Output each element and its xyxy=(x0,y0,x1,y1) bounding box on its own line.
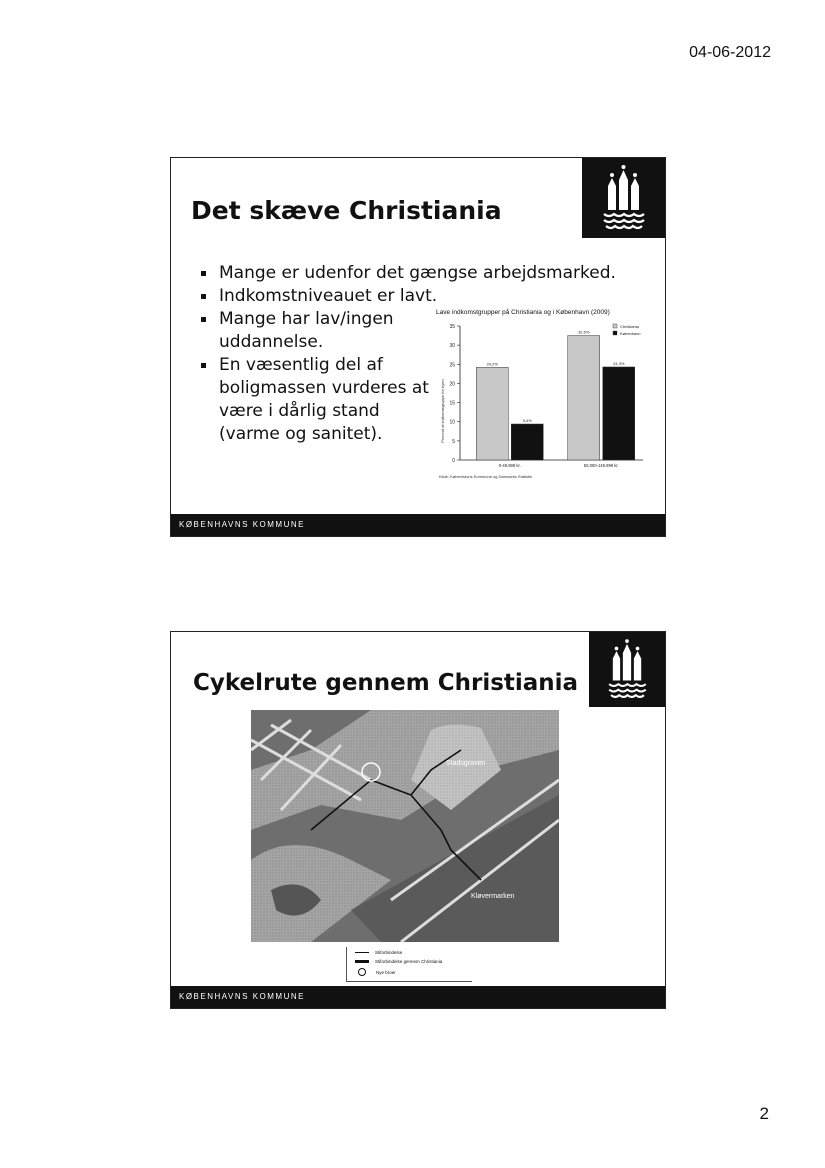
bike-route-map xyxy=(251,710,559,942)
chart-y-tick-label: 0 xyxy=(452,458,455,464)
bullet-item: Indkomstniveauet er lavt. xyxy=(199,285,479,308)
legend-line-thick xyxy=(355,960,369,963)
chart-y-tick-label: 5 xyxy=(452,438,455,445)
bullet-item: Mange har lav/ingen uddannelse. xyxy=(199,308,434,354)
slide-title: Cykelrute gennem Christiania xyxy=(193,670,579,696)
chart-bar xyxy=(568,336,600,460)
page-date: 04-06-2012 xyxy=(689,44,771,61)
slide-title: Det skæve Christiania xyxy=(191,196,502,225)
chart-data-label: 9,4% xyxy=(522,418,532,424)
map-label: Stadsgraven xyxy=(446,760,486,767)
chart-bar xyxy=(603,367,635,460)
chart-data-label: 24,2% xyxy=(486,361,498,367)
chart-source: Kilde: Københavns Kommune og Danmarks Statistik xyxy=(439,474,532,479)
chart-legend-label: Christiania xyxy=(620,324,639,329)
bullet-item: En væsentlig del af boligmassen vurderes at være i dårlig stand (varme og sanitet). xyxy=(199,354,434,446)
chart-legend-label: København xyxy=(620,331,641,336)
chart-y-tick-label: 15 xyxy=(449,400,455,407)
chart-y-tick-label: 35 xyxy=(449,324,455,330)
slide-footer: KØBENHAVNS KOMMUNE xyxy=(171,986,665,1008)
circle-icon xyxy=(358,968,366,976)
chart-y-tick-label: 10 xyxy=(449,419,455,426)
bullet-item: Mange er udenfor det gængse arbejdsmarked. xyxy=(199,262,649,285)
slide-2 xyxy=(170,631,666,1009)
chart-x-tick-label: 50.000-149.999 kr. xyxy=(583,463,619,468)
chart-title: Lave indkomstgrupper på Christiania og i København (2009) xyxy=(436,309,610,316)
chart-legend-swatch xyxy=(613,331,617,335)
chart-bar xyxy=(476,367,508,460)
chart-y-tick-label: 25 xyxy=(449,362,455,369)
map-label: Kløvermarken xyxy=(471,893,515,900)
map-legend xyxy=(346,947,472,982)
chart-y-tick-label: 20 xyxy=(449,381,455,388)
bullet-marker xyxy=(201,317,206,322)
chart-data-label: 32,5% xyxy=(578,329,590,335)
legend-item: Nye broer xyxy=(355,968,396,976)
chart-y-tick-label: 30 xyxy=(449,343,455,350)
legend-item: Stiforbindelse xyxy=(355,950,402,955)
page-number: 2 xyxy=(759,1104,769,1123)
income-bar-chart xyxy=(433,306,655,484)
chart-legend-swatch xyxy=(613,324,617,328)
bullet-marker xyxy=(201,271,206,276)
chart-bar xyxy=(511,424,543,460)
legend-item: Stiforbindelse gennem Christiania xyxy=(355,959,442,964)
chart-x-tick-label: 0-49.999 kr. xyxy=(498,463,521,468)
copenhagen-crest-logo xyxy=(589,632,665,707)
copenhagen-crest-logo xyxy=(582,158,665,238)
slide-footer: KØBENHAVNS KOMMUNE xyxy=(171,514,665,536)
bullet-marker xyxy=(201,294,206,299)
bullet-marker xyxy=(201,363,206,368)
legend-line-thin xyxy=(355,952,369,953)
chart-ylabel: Procent af indkomstgruppe for byen xyxy=(440,379,445,443)
chart-data-label: 24,3% xyxy=(613,360,625,366)
slide-1 xyxy=(170,157,666,537)
